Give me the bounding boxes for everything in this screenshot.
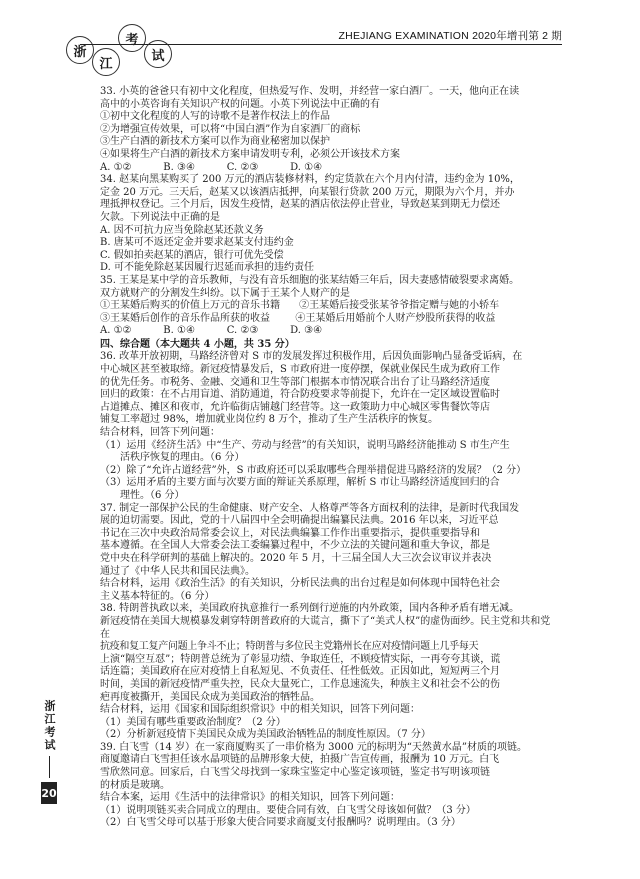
answer-options: A. ①② B. ③④ C. ②③ D. ①④ bbox=[100, 161, 323, 173]
text-line: 雪欣然同意。回家后，白飞雪父母找到一家珠宝鉴定中心鉴定该项链，鉴定书写明该项链 bbox=[100, 767, 490, 779]
text-line: 38. 特朗普执政以来，美国政府执意推行一系列倒行逆施的内外政策，国内各种矛盾有增无减。 bbox=[100, 603, 520, 615]
text-line: 结合材料，运用《政治生活》的有关知识，分析民法典的出台过程是如何体现中国特色社会 bbox=[100, 578, 500, 590]
text-line: 36. 改革开放初期，马路经济曾对 S 市的发展发挥过积极作用，后因负面影响凸显备受诟病，在 bbox=[100, 351, 523, 363]
text-line: 结合材料，回答下列问题： bbox=[100, 427, 220, 439]
text-line: 结合本案，运用《生活中的法律常识》的相关知识，回答下列问题： bbox=[100, 792, 400, 804]
issue-label: ZHEJIANG EXAMINATION 2020年增刊第 2 期 bbox=[338, 30, 562, 42]
text-line: （2）分析新冠疫情下美国民众成为美国政治牺牲品的制度性原因。（7 分） bbox=[100, 729, 431, 741]
zhejiang-exam-logo bbox=[66, 14, 186, 78]
header-rule bbox=[80, 44, 562, 45]
text-line: 37. 制定一部保护公民的生命健康、财产安全、人格尊严等各方面权利的法律，是新时代我国发 bbox=[100, 502, 520, 514]
text-line: 的优先任务。市税务、金融、交通和卫生等部门根据本市情况联合出台了让马路经济适度 bbox=[100, 376, 490, 388]
text-line: 高中的小英咨询有关知识产权的问题。小英下列说法中正确的有 bbox=[100, 98, 380, 110]
section-heading: 四、综合题（本大题共 4 小题，共 35 分） bbox=[100, 338, 295, 350]
text-line: （1）运用《经济生活》中“生产、劳动与经营”的有关知识，说明马路经济能推动 S 市生产生 bbox=[100, 439, 510, 451]
text-line: 33. 小英的爸爸只有初中文化程度，但热爱写作、发明，并经营一家白酒厂。一天，他向正在读 bbox=[100, 86, 520, 97]
text-line: （1）美国有哪些重要政治制度？（2 分） bbox=[100, 716, 286, 728]
text-line: 定金 20 万元。三天后，赵某又以该酒店抵押，向某银行贷款 200 万元，期限为六个月，并办 bbox=[100, 186, 515, 198]
page-number: 20 bbox=[41, 782, 57, 804]
text-line: ③生产白酒的新技术方案可以作为商业秘密加以保护 bbox=[100, 136, 330, 148]
text-line: ③王某婚后创作的音乐作品所获的收益 ④王某婚后用婚前个人财产炒股所获得的收益 bbox=[100, 312, 496, 324]
text-line: ②为增强宣传效果，可以将“中国白酒”作为自家酒厂的商标 bbox=[100, 123, 361, 135]
text-line: 占道摊点、摊区和夜市，允许临街店铺越门经营等。这一政策助力中心城区零售餐饮等店 bbox=[100, 401, 490, 413]
text-line: 上演“隔空互怼”；特朗普总统为了彰显功绩、争取连任，不顾疫情实际，一再夸夸其谈，谎 bbox=[100, 653, 501, 665]
text-line: 结合材料，运用《国家和国际组织常识》中的相关知识，回答下列问题： bbox=[100, 704, 420, 716]
exam-content bbox=[100, 86, 560, 830]
text-line: 39. 白飞雪（14 岁）在一家商厦购买了一串价格为 3000 元的标明为“天然黄水晶”材质的项链。 bbox=[100, 741, 528, 753]
text-line: 35. 王某是某中学的音乐教师，与没有音乐细胞的张某结婚三年后，因夫妻感情破裂要求离婚。 bbox=[100, 274, 520, 286]
text-line: 通过了《中华人民共和国民法典》。 bbox=[100, 565, 255, 577]
page-header bbox=[0, 0, 640, 86]
text-line: 党中央在科学研判的基础上解决的。2020 年 5 月，十三届全国人大三次会议审议并表决 bbox=[100, 552, 492, 564]
text-line: 34. 赵某向黑某购买了 200 万元的酒店装修材料，约定货款在六个月内付清，违约金为 10%， bbox=[100, 174, 520, 186]
text-line: 展的迫切需要。因此，党的十八届四中全会明确提出编纂民法典。2016 年以来，习近平总 bbox=[100, 515, 499, 527]
text-line: 书记在三次中央政治局常委会议上，对民法典编纂工作作出重要指示，提供重要指导和 bbox=[100, 527, 480, 539]
text-line: 双方就财产的分割发生纠纷。以下属于王某个人财产的是 bbox=[100, 287, 350, 299]
text-line: 铺复工率超过 98%，增加就业岗位约 8 万个，推动了生产生活秩序的恢复。 bbox=[100, 414, 439, 426]
text-line: （1）说明项链买卖合同成立的理由。要使合同有效，白飞雪父母该如何做？（3 分） bbox=[100, 804, 476, 816]
logo-char-3: 考 bbox=[118, 24, 146, 52]
text-line: （2）白飞雪父母可以基于形象大使合同要求商厦支付报酬吗？说明理由。（3 分） bbox=[100, 817, 461, 829]
text-line: 理性。（6 分） bbox=[120, 490, 185, 501]
text-line: 理抵押权登记。三个月后，因发生疫情，赵某的酒店依法停止营业，导致赵某到期无力偿还 bbox=[100, 199, 500, 211]
text-line: 活秩序恢复的理由。（6 分） bbox=[120, 452, 245, 464]
text-line: 的材质是玻璃。 bbox=[100, 779, 170, 791]
text-line: （2）除了“允许占道经营”外，S 市政府还可以采取哪些合理举措促进马路经济的发展？（2 分） bbox=[100, 464, 527, 476]
answer-options: A. ①② B. ①④ C. ②③ D. ③④ bbox=[100, 325, 323, 337]
logo-char-1: 浙 bbox=[66, 36, 94, 64]
text-line: ①王某婚后购买的价值上万元的音乐书籍 ②王某婚后接受张某爷爷指定赠与她的小轿车 bbox=[100, 300, 500, 312]
logo-char-4: 试 bbox=[144, 40, 172, 68]
text-line: A. 因不可抗力应当免除赵某还款义务 bbox=[100, 224, 264, 236]
text-line: 时间，美国的新冠疫情严重失控，民众大量死亡，工作息速流失，种族主义和社会不公的伤 bbox=[100, 678, 500, 690]
text-line: 基本遵循。在全国人大常委会法工委编纂过程中，不少立法的关键问题和重大争议，都是 bbox=[100, 540, 490, 552]
text-line: ④如果将生产白酒的新技术方案申请发明专利，必须公开该技术方案 bbox=[100, 148, 400, 160]
text-line: 话连篇；美国政府在应对疫情上自私短见、不负责任、任性低效。正因如此，短短两三个月 bbox=[100, 666, 500, 678]
text-line: 疤再度被撕开，美国民众成为美国政治的牺牲品。 bbox=[100, 691, 320, 703]
sidebar-rule bbox=[49, 756, 50, 778]
text-line: （3）运用矛盾的主要方面与次要方面的辩证关系原理，解析 S 市让马路经济适度回归的合 bbox=[100, 477, 500, 489]
text-line: C. 假如拍卖赵某的酒店，银行可优先受偿 bbox=[100, 249, 284, 261]
text-line: 抗疫和复工复产问题上争斗不止；特朗普与多位民主党籍州长在应对疫情问题上几乎每天 bbox=[100, 641, 479, 653]
page-sidebar bbox=[40, 700, 58, 804]
text-line: 回归的政策：在不占用盲道、消防通道，符合防疫要求等前提下，允许在一定区域设置临时 bbox=[100, 389, 500, 401]
text-line: ①初中文化程度的人写的诗歌不是著作权法上的作品 bbox=[100, 111, 330, 123]
text-line: B. 唐某可不返还定金并要求赵某支付违约金 bbox=[100, 237, 294, 249]
text-line: 欠款。下列说法中正确的是 bbox=[100, 211, 220, 223]
text-line: 新冠疫情在美国大规模暴发刺穿特朗普政府的大谎言，撕下了“美式人权”的虚伪面纱。民主党和共和党在 bbox=[100, 615, 551, 640]
sidebar-label: 浙江考试 bbox=[43, 700, 56, 752]
text-line: 商厦邀请白飞雪担任该水晶项链的品牌形象大使，拍摄广告宣传画，报酬为 10 万元。白飞 bbox=[100, 754, 500, 766]
text-line: 主义基本特征的。（6 分） bbox=[100, 590, 215, 602]
text-line: 中心城区甚至被取缔。新冠疫情暴发后，S 市政府进一度停摆，保就业保民生成为政府工作 bbox=[100, 364, 501, 376]
logo-char-2: 江 bbox=[92, 48, 120, 76]
text-line: D. 可不能免除赵某因履行迟延而承担的违约责任 bbox=[100, 262, 315, 274]
